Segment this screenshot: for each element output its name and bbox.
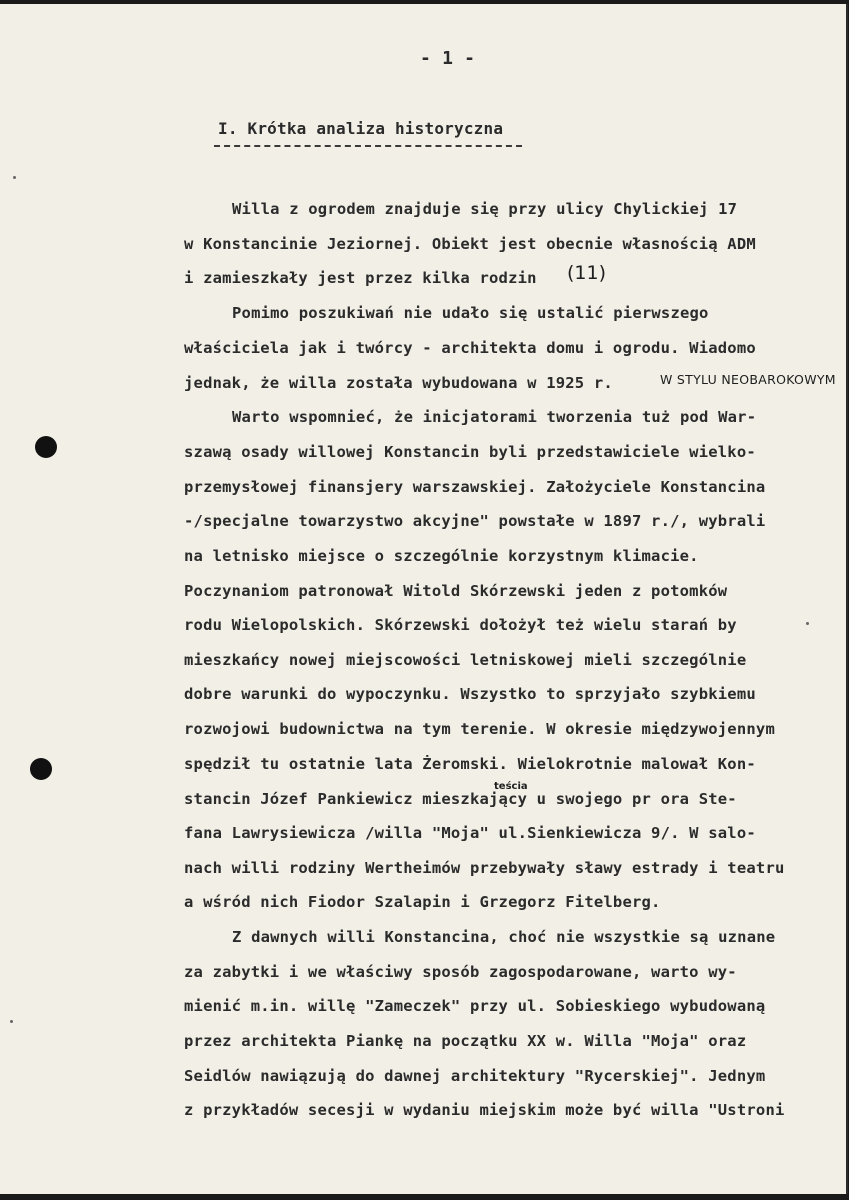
text-line: Z dawnych willi Konstancina, choć nie wszystkie są uznane [232,928,776,946]
text-line: nach willi rodziny Wertheimów przebywały sławy estrady i teatru [184,859,785,877]
text-line: Warto wspomnieć, że inicjatorami tworzenia tuż pod War- [232,408,757,426]
handwritten-footnote-ref: (11) [567,262,607,284]
text-line: przez architekta Piankę na początku XX w. Willa "Moja" oraz [184,1032,747,1050]
text-line: -/specjalne towarzystwo akcyjne" powstałe w 1897 r./, wybrali [184,512,766,530]
document-page [0,4,848,1194]
text-line: Pomimo poszukiwań nie udało się ustalić pierwszego [232,304,709,322]
text-line: Willa z ogrodem znajduje się przy ulicy Chylickiej 17 [232,200,738,218]
text-line: na letnisko miejsce o szczególnie korzystnym klimacie. [184,547,699,565]
text-line: a wśród nich Fiodor Szalapin i Grzegorz Fitelberg. [184,893,661,911]
text-line: z przykładów secesji w wydaniu miejskim może być willa "Ustroni [184,1101,785,1119]
text-line: za zabytki i we właściwy sposób zagospodarowane, warto wy- [184,963,737,981]
handwritten-margin-note: W STYLU NEOBAROKOWYM [660,372,836,387]
text-line: mienić m.in. willę "Zameczek" przy ul. Sobieskiego wybudowaną [184,997,766,1015]
text-line: jednak, że willa została wybudowana w 1925 r. [184,374,613,392]
text-line: dobre warunki do wypoczynku. Wszystko to sprzyjało szybkiemu [184,685,756,703]
text-line: fana Lawrysiewicza /willa "Moja" ul.Sienkiewicza 9/. W salo- [184,824,756,842]
text-line: w Konstancinie Jeziornej. Obiekt jest obecnie własnością ADM [184,235,756,253]
handwritten-correction: teścia [494,781,528,792]
paper-speck [13,176,16,179]
text-line: mieszkańcy nowej miejscowości letniskowej mieli szczególnie [184,651,747,669]
text-line: rozwojowi budownictwa na tym terenie. W okresie międzywojennym [184,720,775,738]
page-number: - 1 - [420,48,476,69]
text-line: rodu Wielopolskich. Skórzewski dołożył też wielu starań by [184,616,737,634]
text-line: i zamieszkały jest przez kilka rodzin [184,269,537,287]
paper-speck [806,622,809,625]
punch-hole [30,758,52,780]
text-line: Poczynaniom patronował Witold Skórzewski jeden z potomków [184,582,728,600]
section-heading: I. Krótka analiza historyczna [218,119,504,138]
text-line: stancin Józef Pankiewicz mieszkający u swojego pr ora Ste- [184,790,737,808]
text-line: właściciela jak i twórcy - architekta domu i ogrodu. Wiadomo [184,339,756,357]
text-line: szawą osady willowej Konstancin byli przedstawiciele wielko- [184,443,756,461]
paper-speck [10,1020,13,1023]
text-line: przemysłowej finansjery warszawskiej. Założyciele Konstancina [184,478,766,496]
text-line: spędził tu ostatnie lata Żeromski. Wielokrotnie malował Kon- [184,755,756,773]
heading-underline [214,145,522,147]
text-line: Seidlów nawiązują do dawnej architektury "Rycerskiej". Jednym [184,1067,766,1085]
punch-hole [35,436,57,458]
